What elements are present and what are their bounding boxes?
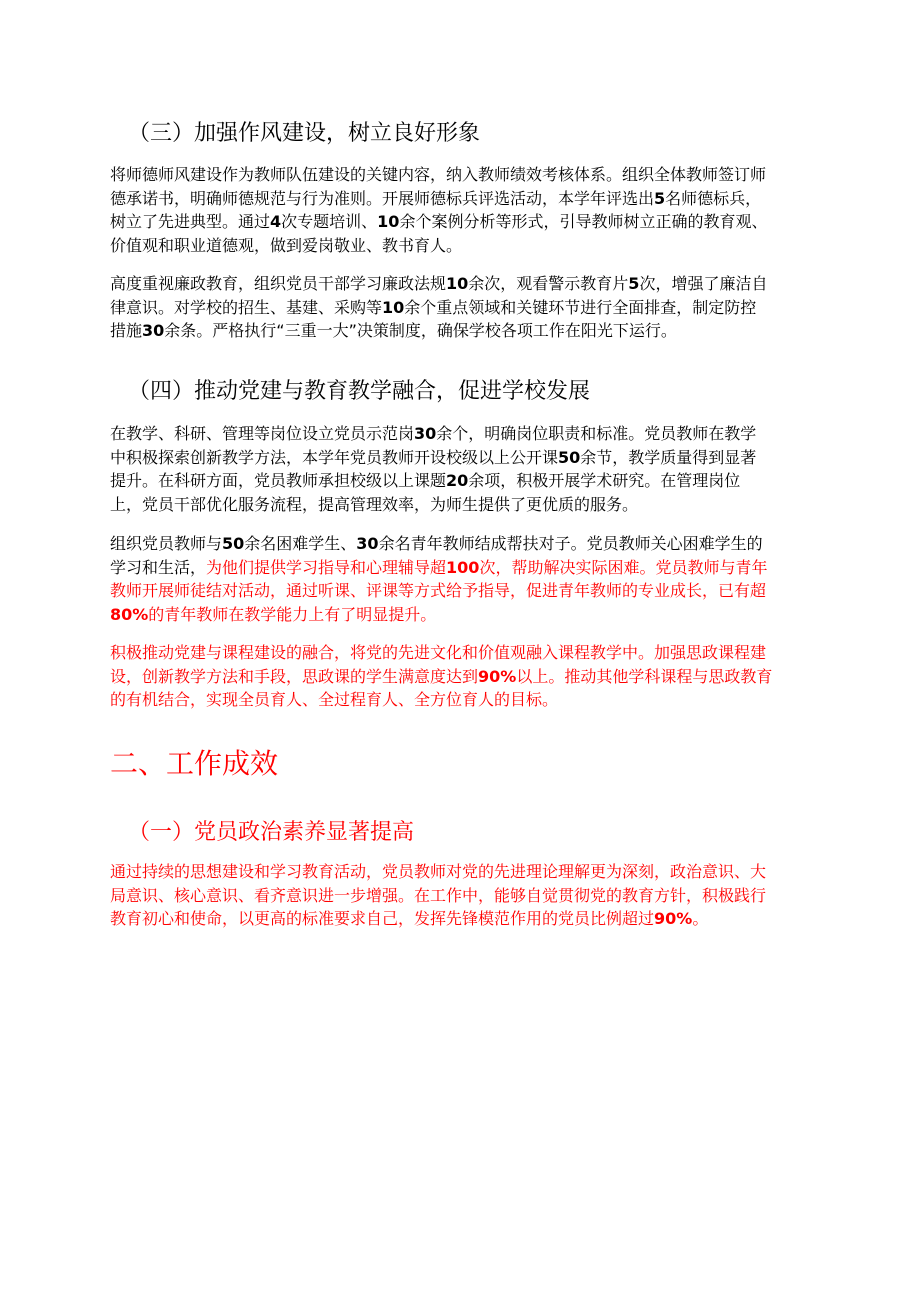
highlighted-text-line: 设，创新教学方法和手段，思政课的学生满意度达到90%以上。推动其他学科课程与思政教育 <box>110 666 773 686</box>
part-2-sub-1-paragraph <box>110 860 810 931</box>
part-2-heading: 二、工作成效 <box>110 747 279 780</box>
text-line: 将师德师风建设作为教师队伍建设的关键内容，纳入教师绩效考核体系。组织全体教师签订师 <box>110 165 767 184</box>
section-3-paragraph-2 <box>110 272 810 343</box>
text-line: 提升。在科研方面，党员教师承担校级以上课题20余项，积极开展学术研究。在管理岗位 <box>110 471 741 490</box>
highlighted-text-line: 的有机结合，实现全员育人、全过程育人、全方位育人的目标。 <box>110 690 559 709</box>
text-line: 价值观和职业道德观，做到爱岗敬业、教书育人。 <box>110 235 463 255</box>
text-line-mixed <box>110 556 810 580</box>
text-line: 高度重视廉政教育，组织党员干部学习廉政法规10余次，观看警示教育片5次，增强了廉洁自 <box>110 274 768 293</box>
highlighted-text-line: 局意识、核心意识、看齐意识进一步增强。在工作中，能够自觉贯彻党的教育方针，积极践行 <box>110 885 767 905</box>
text-line: 中积极探索创新教学方法，本学年党员教师开设校级以上公开课50余节，教学质量得到显著 <box>110 447 757 467</box>
text-line: 德承诺书，明确师德规范与行为准则。开展师德标兵评选活动，本学年评选出5名师德标兵， <box>110 188 762 208</box>
highlighted-text-line: 教师开展师徒结对活动，通过听课、评课等方式给予指导，促进青年教师的专业成长，已有超 <box>110 581 767 600</box>
section-4-paragraph-3 <box>110 641 810 712</box>
section-4-paragraph-2 <box>110 532 810 626</box>
text-line: 在教学、科研、管理等岗位设立党员示范岗30余个，明确岗位职责和标准。党员教师在教学 <box>110 424 757 443</box>
section-4-paragraph-1 <box>110 422 810 516</box>
text-line: 措施30余条。严格执行“三重一大”决策制度，确保学校各项工作在阳光下运行。 <box>110 321 677 340</box>
highlighted-text-line: 教育初心和使命，以更高的标准要求自己，发挥先锋模范作用的党员比例超过90%。 <box>110 909 709 928</box>
text-fragment: 学习和生活， <box>110 557 207 577</box>
section-3-heading: （三）加强作风建设，树立良好形象 <box>128 121 481 146</box>
section-3-paragraph-1 <box>110 163 810 257</box>
part-2-sub-1-heading: （一）党员政治素养显著提高 <box>128 820 415 845</box>
text-line: 律意识。对学校的招生、基建、采购等10余个重点领域和关键环节进行全面排查，制定防控 <box>110 297 757 317</box>
text-line: 组织党员教师与50余名困难学生、30余名青年教师结成帮扶对子。党员教师关心困难学生的 <box>110 534 763 553</box>
highlighted-text-fragment: 为他们提供学习指导和心理辅导超100次，帮助解决实际困难。党员教师与青年 <box>206 557 768 577</box>
highlighted-text-line: 积极推动党建与课程建设的融合，将党的先进文化和价值观融入课程教学中。加强思政课程建 <box>110 643 767 662</box>
highlighted-text-line: 80%的青年教师在教学能力上有了明显提升。 <box>110 604 437 624</box>
text-line: 树立了先进典型。通过4次专题培训、10余个案例分析等形式，引导教师树立正确的教育观、 <box>110 212 768 231</box>
highlighted-text-line: 通过持续的思想建设和学习教育活动，党员教师对党的先进理论理解更为深刻，政治意识、大 <box>110 862 767 881</box>
section-4-heading: （四）推动党建与教育教学融合，促进学校发展 <box>128 379 591 404</box>
text-line: 上，党员干部优化服务流程，提高管理效率，为师生提供了更优质的服务。 <box>110 494 639 514</box>
